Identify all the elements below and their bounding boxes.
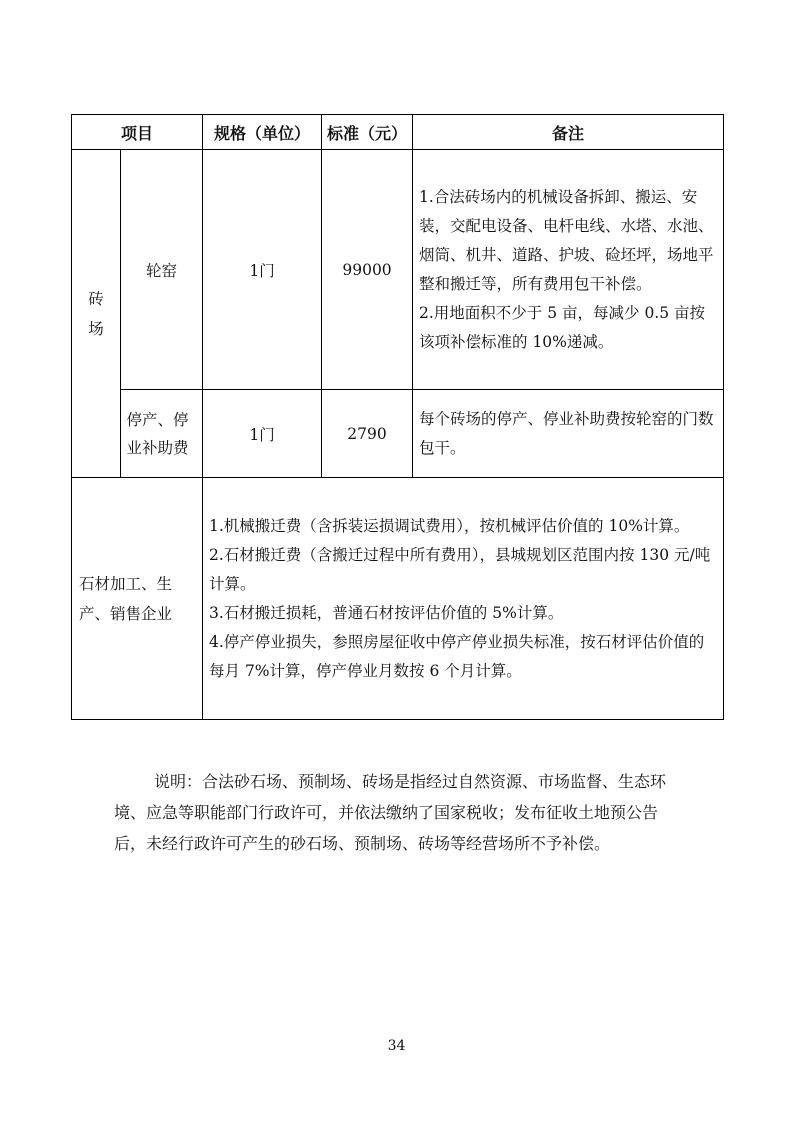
stop-subsidy-standard: 2790 (322, 390, 413, 478)
kiln-name: 轮窑 (121, 150, 203, 390)
kiln-spec: 1门 (203, 150, 322, 390)
page-number: 34 (387, 1038, 406, 1054)
header-item: 项目 (72, 115, 203, 150)
table-row-kiln (72, 150, 724, 390)
table-header-row (72, 115, 724, 150)
stone-note-3: 3.石材搬迁损耗，普通石材按评估价值的 5%计算。 (209, 603, 564, 622)
table-row-stop-subsidy (72, 390, 724, 478)
stone-name: 石材加工、生产、销售企业 (79, 574, 173, 623)
stop-subsidy-name: 停产、停业补助费 (126, 410, 189, 457)
stone-note-2: 2.石材搬迁费（含搬迁过程中所有费用），县城规划区范围内按 130 元/吨计算。 (209, 545, 711, 593)
brick-category-label: 砖场 (88, 289, 104, 338)
stone-remark (203, 478, 724, 720)
header-spec: 规格（单位） (203, 115, 322, 150)
kiln-note-2: 2.用地面积不少于 5 亩，每减少 0.5 亩按该项补偿标准的 10%递减。 (419, 303, 706, 351)
kiln-remark (413, 150, 724, 390)
kiln-note-1: 1.合法砖场内的机械设备拆卸、搬运、安装，交配电设备、电杆电线、水塔、水池、烟筒、机井、道路、护坡、硷坯坪，场地平整和搬迁等，所有费用包干补偿。 (419, 187, 714, 293)
stone-note-1: 1.机械搬迁费（含拆装运损调试费用），按机械评估价值的 10%计算。 (209, 516, 690, 535)
brick-category-cell (72, 150, 121, 478)
stone-name-cell (72, 478, 203, 720)
header-standard: 标准（元） (322, 115, 413, 150)
header-remark: 备注 (413, 115, 724, 150)
stop-subsidy-name-cell (121, 390, 203, 478)
stop-subsidy-remark: 每个砖场的停产、停业补助费按轮窑的门数包干。 (413, 390, 724, 478)
explanation-paragraph: 说明：合法砂石场、预制场、砖场是指经过自然资源、市场监督、生态环境、应急等职能部门行政许可，并依法缴纳了国家税收；发布征收土地预公告后，未经行政许可产生的砂石场、预制场、砖场等经营场所不予补偿。 (114, 772, 667, 853)
kiln-standard: 99000 (322, 150, 413, 390)
table-row-stone (72, 478, 724, 720)
compensation-table (71, 114, 724, 720)
stop-subsidy-spec: 1门 (203, 390, 322, 478)
stone-note-4: 4.停产停业损失，参照房屋征收中停产停业损失标准，按石材评估价值的每月 7%计算，停产停业月数按 6 个月计算。 (209, 632, 705, 680)
